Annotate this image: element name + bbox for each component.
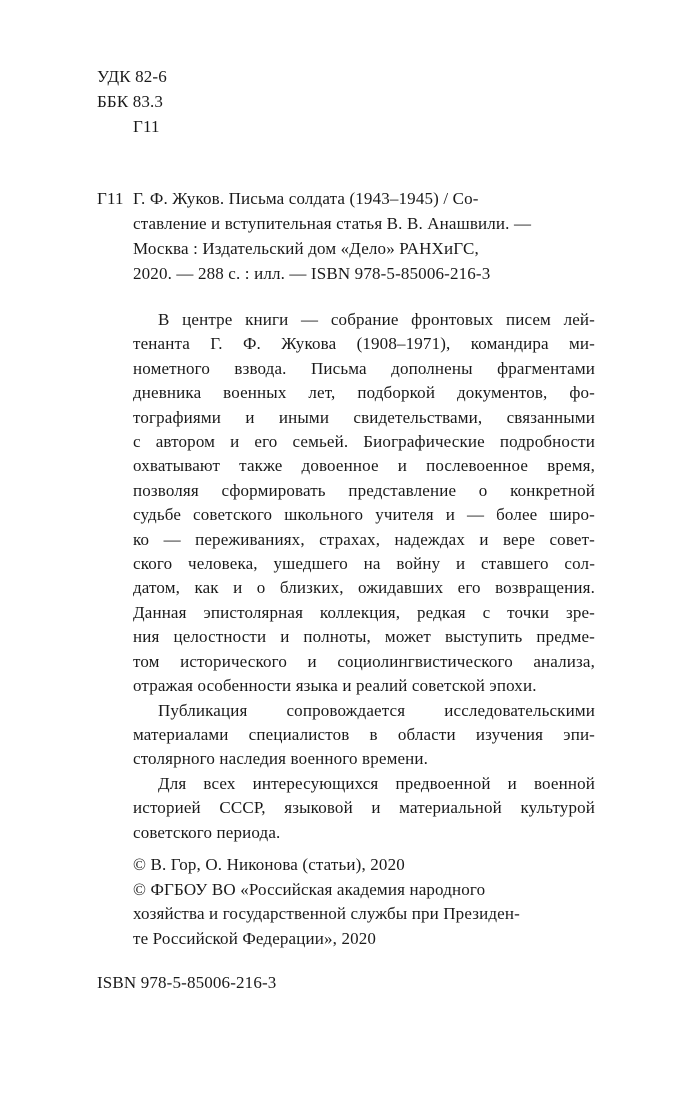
- annotation-line: советского периода.: [133, 822, 281, 842]
- bibliographic-line: 2020. — 288 с. : илл. — ISBN 978-5-85006-216-3: [133, 264, 491, 283]
- copyright-line: те Российской Федерации», 2020: [133, 928, 377, 948]
- annotation-line: ко — переживаниях, страхах, надеждах и вере совет-: [133, 529, 595, 549]
- annotation-line: с автором и его семьей. Биографические подробности: [133, 432, 595, 452]
- copyright-line: хозяйства и государственной службы при Президен-: [133, 904, 520, 923]
- annotation: [133, 308, 595, 845]
- annotation-paragraph: [133, 699, 595, 772]
- annotation-line: ского человека, ушедшего на войну и ставшего сол-: [133, 554, 595, 574]
- annotation-line: нометного взвода. Письма дополнены фрагментами: [133, 358, 595, 378]
- annotation-line: ния целостности и полноты, может выступить предме-: [133, 627, 595, 647]
- annotation-line: В центре книги — собрание фронтовых писем лей-: [158, 310, 595, 329]
- annotation-line: историей СССР, языковой и материальной культурой: [133, 798, 595, 818]
- annotation-line: охватывают также довоенное и послевоенное время,: [133, 456, 595, 476]
- annotation-line: судьбе советского школьного учителя и — более широ-: [133, 505, 595, 525]
- bibliographic-line: Г. Ф. Жуков. Письма солдата (1943–1945) / Со-: [133, 189, 479, 208]
- bibliographic-line: Москва : Издательский дом «Дело» РАНХиГС,: [133, 239, 479, 258]
- annotation-line: Данная эпистолярная коллекция, редкая с точки зре-: [133, 602, 595, 622]
- copyright-block: [133, 853, 595, 951]
- isbn: ISBN 978-5-85006-216-3: [97, 973, 277, 992]
- annotation-line: Публикация сопровождается исследовательскими: [158, 700, 595, 720]
- annotation-line: отражая особенности языка и реалий советской эпохи.: [133, 676, 537, 696]
- author-sign: Г11: [133, 117, 160, 136]
- annotation-line: позволяя сформировать представление о конкретной: [133, 480, 595, 500]
- bibliographic-code: Г11: [97, 189, 124, 208]
- annotation-line: тенанта Г. Ф. Жукова (1908–1971), командира ми-: [133, 334, 595, 354]
- bibliographic-line: ставление и вступительная статья В. В. Анашвили. —: [133, 214, 532, 233]
- annotation-paragraph: [133, 772, 595, 845]
- annotation-line: материалами специалистов в области изучения эпи-: [133, 724, 595, 744]
- bbk-code: ББК 83.3: [97, 92, 164, 111]
- copyright-line: © ФГБОУ ВО «Российская академия народного: [133, 879, 486, 899]
- annotation-line: Для всех интересующихся предвоенной и военной: [158, 773, 595, 793]
- annotation-line: датом, как и о близких, ожидавших его возвращения.: [133, 578, 595, 598]
- annotation-paragraph: [133, 308, 595, 699]
- annotation-line: тографиями и иными свидетельствами, связанными: [133, 407, 595, 427]
- bibliographic-record: [97, 186, 597, 286]
- classification-block: [97, 64, 167, 139]
- annotation-line: столярного наследия военного времени.: [133, 749, 429, 769]
- bibliographic-description: [133, 186, 595, 286]
- annotation-line: том исторического и социолингвистического анализа,: [133, 651, 595, 671]
- udk-code: УДК 82-6: [97, 67, 167, 86]
- annotation-line: дневника военных лет, подборкой документов, фо-: [133, 383, 595, 403]
- copyright-line: © В. Гор, О. Никонова (статьи), 2020: [133, 855, 405, 874]
